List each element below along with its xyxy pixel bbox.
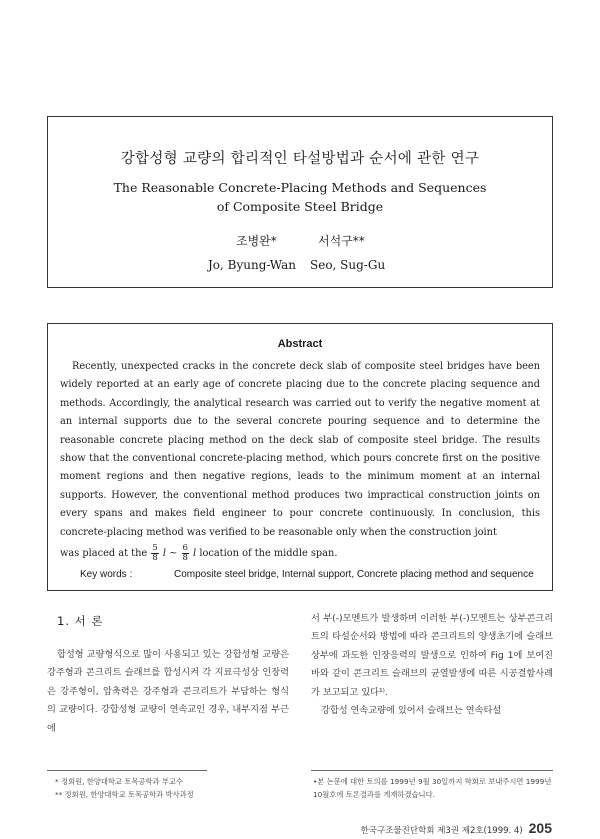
abstract-last-pre: was placed at the	[60, 548, 148, 560]
page-footer	[280, 820, 552, 836]
author2-english: Seo, Sug-Gu	[310, 258, 386, 272]
abstract-last-line	[60, 544, 540, 563]
footnote-left	[55, 775, 295, 801]
right-column-text	[311, 610, 553, 720]
author1-english: Jo, Byung-Wan	[208, 258, 296, 272]
footnote-divider-left	[47, 770, 207, 771]
keywords-label: Key words :	[80, 569, 133, 580]
fraction2-denominator: 8	[182, 553, 188, 564]
right-column-paragraph2: 강합성 연속교량에 있어서 슬래브는 연속타설	[321, 705, 502, 717]
section-heading: 1. 서 론	[57, 614, 104, 628]
title-box	[47, 116, 553, 288]
fraction1-denominator: 8	[152, 553, 158, 564]
fraction-mid: l ~	[162, 548, 178, 560]
left-column-paragraph: 합성형 교량형식으로 많이 사용되고 있는 강합성형 교량은 강주형과 콘크리트 슬래브를 합성시켜 각 지료극성상 인장력은 강주형이, 압축력은 강주형과 콘크리트가 부담하는 형식의 교량이다. 강합성형 교량이 연속교인 경우, 내부지점 부근에	[47, 649, 289, 734]
fraction-6-8	[182, 544, 189, 563]
left-column-text	[47, 646, 289, 738]
footnote-right: •본 논문에 대한 토의를 1999년 9월 30일까지 학회로 보내주시면 1999년 10월호에 토론결과를 게재하겠습니다.	[313, 777, 552, 799]
fraction-5-8	[151, 544, 158, 563]
fraction1-numerator: 5	[152, 543, 158, 554]
abstract-body: Recently, unexpected cracks in the concrete deck slab of composite steel bridges have been widely reported at an early age of concrete placing due to the concrete placing sequence and methods. Accordingly, the analytical research was carried out to verify the negative moment at an internal supports due to the several concrete pouring sequence and to determine the reasonable concrete placing method on the deck slab of composite steel bridge. The results show that the conventional concrete-placing method, which pours concrete first on the positive moment regions and then negative regions, leads to the minimum moment at an internal supports. However, the conventional method produces two impractical construction joints on every spans and makes field engineer to pour concrete continuously. In conclusion, this concrete-placing method was verified to be reasonable only when the construction joint	[60, 361, 540, 538]
author2-korean: 서석구**	[318, 234, 365, 248]
korean-title: 강합성형 교량의 합리적인 타설방법과 순서에 관한 연구	[120, 151, 480, 167]
footnote-left-1: * 정회원, 한양대학교 토목공학과 부교수	[55, 777, 184, 786]
footnote-left-2: ** 정회원, 한양대학교 토목공학과 박사과정	[55, 790, 194, 799]
footnote-divider-right	[311, 770, 553, 771]
fraction-end: l	[193, 548, 197, 560]
author1-korean: 조병완*	[236, 234, 277, 248]
journal-info: 한국구조물진단학회 제3권 제2호(1999. 4)	[360, 826, 523, 836]
abstract-box	[47, 323, 553, 591]
english-title-line2: of Composite Steel Bridge	[216, 199, 384, 214]
abstract-last-post: location of the middle span.	[199, 548, 338, 560]
page-number: 205	[528, 820, 552, 836]
abstract-text	[60, 358, 540, 563]
keywords-text: Composite steel bridge, Internal support, Concrete placing method and sequence	[174, 569, 534, 580]
english-title-line1: The Reasonable Concrete-Placing Methods and Sequences	[113, 180, 487, 195]
fraction2-numerator: 6	[182, 543, 188, 554]
abstract-heading: Abstract	[277, 338, 323, 350]
right-column-paragraph1: 서 부(-)모멘트가 발생하며 이러한 부(-)모멘트는 상부콘크리트의 타설순서와 방법에 따라 콘크리트의 양생초기에 슬래브 상부에 과도한 인장응력의 발생으로 인하여 Fig 1에 보여진 바와 같이 콘크리트 슬래브의 균열발생에 따른 시공결함사례가 보고되고 있다¹⁾.	[311, 613, 553, 698]
